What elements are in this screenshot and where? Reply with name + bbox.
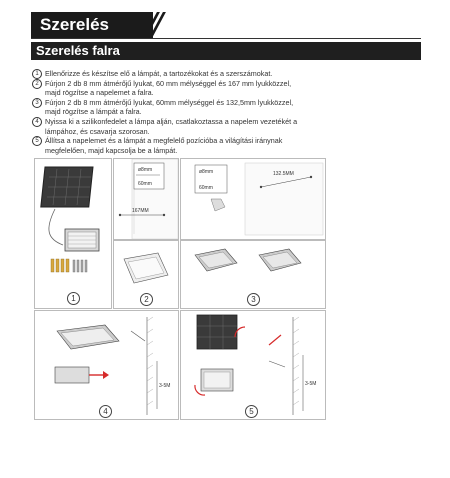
step-number: 4 bbox=[32, 117, 42, 127]
figure-1-kit bbox=[34, 158, 112, 309]
step-1 bbox=[32, 69, 422, 79]
subsection-title-bar bbox=[31, 42, 421, 60]
figure-5-adjust bbox=[180, 310, 326, 420]
step-text: Ellenőrizze és készítse elő a lámpát, a tartozékokat és a szerszámokat. bbox=[45, 69, 273, 78]
kit-illustration bbox=[35, 159, 111, 308]
figure-2-mounted bbox=[113, 240, 179, 309]
step-4 bbox=[32, 117, 422, 136]
drill-lamp-diagram bbox=[181, 159, 325, 239]
dim-height: 3-5M bbox=[305, 381, 317, 387]
step-text: majd rögzítse a napelemet a falra. bbox=[45, 88, 154, 98]
figure-label-2: 2 bbox=[140, 293, 153, 306]
step-number: 2 bbox=[32, 79, 42, 89]
step-number: 3 bbox=[32, 98, 42, 108]
figure-label-3: 3 bbox=[247, 293, 260, 306]
dim-depth: 60mm bbox=[199, 185, 213, 191]
step-text: Nyissa ki a szilikonfedelet a lámpa alján, csatlakoztassa a napelem vezetékét a bbox=[45, 116, 298, 126]
section-title: Szerelés bbox=[40, 15, 109, 34]
figure-3-mounted bbox=[180, 240, 326, 309]
step-2 bbox=[32, 79, 422, 98]
dim-height: 3-5M bbox=[159, 383, 171, 389]
instruction-steps bbox=[32, 69, 422, 155]
step-text: lámpához, és csavarja szorosan. bbox=[45, 126, 150, 136]
step-text: Fúrjon 2 db 8 mm átmérőjű lyukat, 60mm mélységgel és 132,5mm lyukközzel, bbox=[45, 97, 294, 107]
section-title-bar bbox=[31, 12, 153, 38]
header-rule bbox=[31, 38, 421, 39]
step-number: 1 bbox=[32, 69, 42, 79]
figure-4-connect bbox=[34, 310, 179, 420]
step-text: Állítsa a napelemet és a lámpát a megfelelő pozícióba a világítási iránynak bbox=[45, 136, 283, 146]
dim-diameter: ø8mm bbox=[138, 167, 153, 173]
step-number: 5 bbox=[32, 136, 42, 146]
figure-3-drill-lamp bbox=[180, 158, 326, 240]
step-text: Fúrjon 2 db 8 mm átmérőjű lyukat, 60 mm mélységgel és 167 mm lyukközzel, bbox=[45, 78, 292, 88]
drill-diagram bbox=[114, 159, 178, 239]
figure-2-drill-panel bbox=[113, 158, 179, 240]
dim-diameter: ø8mm bbox=[199, 169, 214, 175]
step-5 bbox=[32, 136, 422, 155]
step-3 bbox=[32, 98, 422, 117]
step-text: megfelelően, majd kapcsolja be a lámpát. bbox=[45, 145, 178, 155]
dim-spacing-lamp: 132.5MM bbox=[273, 171, 294, 177]
adjust-lamp-illustration bbox=[181, 311, 325, 419]
dim-spacing-panel: 167MM bbox=[132, 208, 149, 214]
dim-depth: 60mm bbox=[138, 181, 152, 187]
figure-label-4: 4 bbox=[99, 405, 112, 418]
connect-cable-illustration bbox=[35, 311, 178, 419]
figure-label-1: 1 bbox=[67, 292, 80, 305]
subsection-title: Szerelés falra bbox=[36, 43, 120, 58]
figure-label-5: 5 bbox=[245, 405, 258, 418]
step-text: majd rögzítse a lámpát a falra. bbox=[45, 107, 142, 117]
